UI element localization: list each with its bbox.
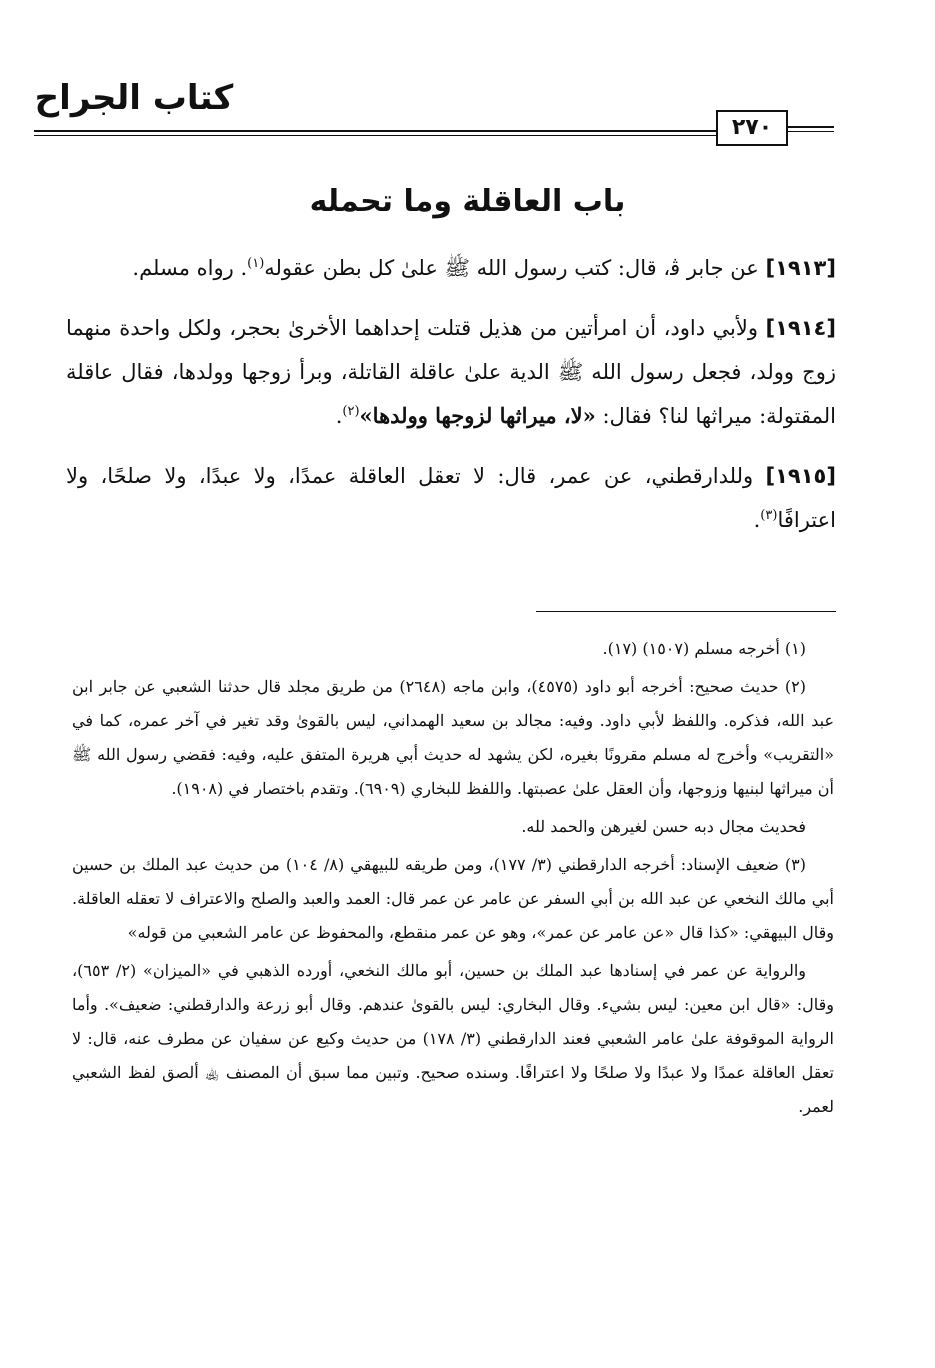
main-text [66, 246, 836, 558]
header-rule [34, 130, 716, 132]
hadith-number: [١٩١٣] [765, 256, 836, 280]
hadith-text-end: . رواه مسلم. [132, 256, 248, 280]
hadith-text: عن جابر ﭬ، قال: كتب رسول الله ﷺ علىٰ كل بطن عقوله [264, 256, 766, 280]
hadith-1913 [66, 246, 836, 290]
footnote-ref: (٢) [342, 404, 360, 419]
header-rule-right [788, 126, 834, 128]
hadith-text: وللدارقطني، عن عمر، قال: لا تعقل العاقلة عمدًا، ولا عبدًا، ولا صلحًا، ولا اعترافًا [66, 464, 836, 532]
header-rule-thin [34, 135, 716, 136]
footnote-ref: (٣) [760, 508, 778, 523]
hadith-text-end: . [753, 508, 761, 532]
hadith-text-end: . [335, 404, 343, 428]
header-rule-right-thin [788, 131, 834, 132]
footnote-separator [536, 611, 836, 612]
footnote-2-note: فحديث مجال دبه حسن لغيرهن والحمد لله. [521, 817, 806, 836]
hadith-1915 [66, 454, 836, 542]
footnotes [72, 632, 834, 1128]
page-number: ٢٧٠ [716, 110, 788, 146]
hadith-number: [١٩١٤] [765, 316, 836, 340]
hadith-number: [١٩١٥] [765, 464, 836, 488]
hadith-text: ولأبي داود، أن امرأتين من هذيل قتلت إحداهما الأخرىٰ بحجر، ولكل واحدة منهما زوج وولد، فجعل رسول الله ﷺ الدية علىٰ عاقلة القاتلة، وبرأ زوجها وولدها، فقال عاقلة المقتولة: ميراثها لنا؟ فقال: [66, 316, 836, 428]
footnote-1: (١) أخرجه مسلم (١٥٠٧) (١٧). [602, 639, 806, 658]
book-title: كتاب الجراح [34, 78, 234, 118]
footnote-2: (٢) حديث صحيح: أخرجه أبو داود (٤٥٧٥)، وابن ماجه (٢٦٤٨) من طريق مجلد قال حدثنا الشعبي عن جابر ابن عبد الله، فذكره. واللفظ لأبي داود. وفيه: مجالد بن سعيد الهمداني، ليس بالقوىٰ وقد تغير في آخر عمره، كما في «التقريب» وأخرج له مسلم مقرونًا بغيره، لكن يشهد له حديث أبي هريرة المتفق عليه، وفيه: فقضي رسول الله ﷺ أن ميراثها لبنيها وزوجها، وأن العقل علىٰ عصبتها. واللفظ للبخاري (٦٩٠٩). وتقدم باختصار في (١٩٠٨). [72, 677, 835, 798]
footnote-ref: (١) [247, 256, 265, 271]
footnote-3: (٣) ضعيف الإسناد: أخرجه الدارقطني (٣/ ١٧٧)، ومن طريقه للبيهقي (٨/ ١٠٤) من حديث عبد الملك بن حسين أبي مالك النخعي عن عبد الله بن أبي السفر عن عامر عن عمر قال: العمد والعبد والصلح والاعتراف لا تعقله العاقلة. وقال البيهقي: «كذا قال «عن عامر عن عمر»، وهو عن عمر منقطع، والمحفوظ عن عامر الشعبي من قوله» [72, 855, 834, 942]
hadith-quote: «لا، ميراثها لزوجها وولدها» [359, 403, 596, 428]
footnote-3-continued: والرواية عن عمر في إسنادها عبد الملك بن حسين، أبو مالك النخعي، أورده الذهبي في «الميزان» (٢/ ٦٥٣)، وقال: «قال ابن معين: ليس بشيء. وقال البخاري: ليس بالقوىٰ عندهم. وقال أبو زرعة والدارقطني: ضعيف». وأما الرواية الموقوفة علىٰ عامر الشعبي فعند الدارقطني (٣/ ١٧٨) من حديث وكيع عن سفيان عن مطرف عنه، قال: لا تعقل العاقلة عمدًا ولا عبدًا ولا صلحًا ولا اعترافًا. وسنده صحيح. وتبين مما سبق أن المصنف ﵀ ألصق لفظ الشعبي لعمر. [72, 961, 834, 1116]
hadith-1914 [66, 306, 836, 438]
chapter-title: باب العاقلة وما تحمله [309, 184, 626, 219]
